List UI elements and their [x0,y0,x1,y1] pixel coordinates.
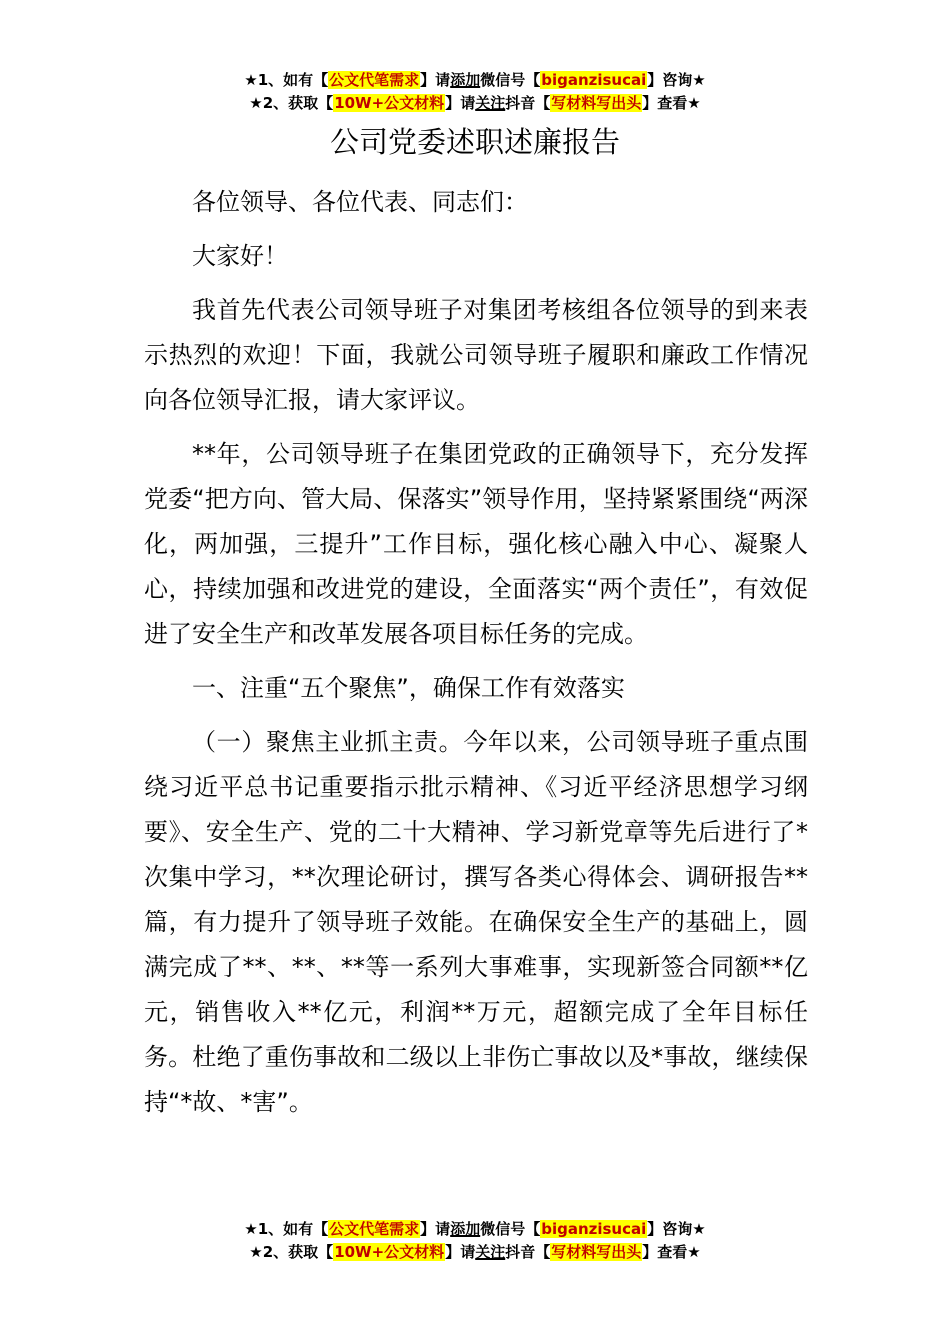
promo-highlight: 公文代笔需求 [329,1220,420,1238]
section-heading: 一、注重“五个聚焦”，确保工作有效落实 [192,674,625,702]
promo-text: 】咨询★ [647,1220,706,1238]
promo-underline: 添加 [450,1220,481,1238]
promo-text: 】查看★ [642,94,701,112]
promo-line-1 [0,1218,950,1241]
promo-highlight: 10W+公文材料 [334,94,445,112]
document-body [144,180,808,1134]
paragraph-intro: 我首先代表公司领导班子对集团考核组各位领导的到来表示热烈的欢迎！下面，我就公司领导班子履职和廉政工作情况向各位领导汇报，请大家评议。 [144,296,808,414]
paragraph-greeting: 大家好！ [192,242,288,270]
promo-text: 】请 [420,71,451,89]
promo-text: 抖音【 [505,1243,551,1261]
promo-text: ★1、如有【 [244,71,329,89]
promo-underline: 关注 [475,94,506,112]
promo-banner-bottom [0,1218,950,1264]
promo-highlight: biganzisucai [541,71,647,89]
document-title: 公司党委述职述廉报告 [329,125,620,159]
promo-underline: 添加 [450,71,481,89]
promo-underline: 关注 [475,1243,506,1261]
paragraph-subsection-1: （一）聚焦主业抓主责。今年以来，公司领导班子重点围绕习近平总书记重要指示批示精神、《习近平经济思想学习纲要》、安全生产、党的二十大精神、学习新党章等先后进行了*次集中学习，**次理论研讨，撰写各类心得体会、调研报告**篇，有力提升了领导班子效能。在确保安全生产的基础上，圆满完成了**、**、**等一系列大事难事，实现新签合同额**亿元，销售收入**亿元，利润**万元，超额完成了全年目标任务。杜绝了重伤事故和二级以上非伤亡事故以及*事故，继续保持“*故、*害”。 [144,728,808,1116]
promo-text: ★1、如有【 [244,1220,329,1238]
promo-highlight: 10W+公文材料 [334,1243,445,1261]
promo-text: ★2、获取【 [249,1243,334,1261]
promo-text: 】查看★ [642,1243,701,1261]
promo-banner-top [0,69,950,115]
promo-highlight: biganzisucai [541,1220,647,1238]
promo-text: 】请 [420,1220,451,1238]
promo-line-2 [0,92,950,115]
paragraph-overview: **年，公司领导班子在集团党政的正确领导下，充分发挥党委“把方向、管大局、保落实”领导作用，坚持紧紧围绕“两深化，两加强，三提升”工作目标，强化核心融入中心、凝聚人心，持续加强和改进党的建设，全面落实“两个责任”，有效促进了安全生产和改革发展各项目标任务的完成。 [144,440,808,648]
promo-text: 微信号【 [480,1220,541,1238]
promo-highlight: 写材料写出头 [551,1243,642,1261]
promo-text: 】请 [445,94,476,112]
promo-text: ★2、获取【 [249,94,334,112]
promo-highlight: 写材料写出头 [551,94,642,112]
promo-line-2 [0,1241,950,1264]
promo-text: 微信号【 [480,71,541,89]
promo-text: 】咨询★ [647,71,706,89]
promo-highlight: 公文代笔需求 [329,71,420,89]
promo-text: 抖音【 [505,94,551,112]
promo-text: 】请 [445,1243,476,1261]
paragraph-salutation: 各位领导、各位代表、同志们： [192,188,528,216]
promo-line-1 [0,69,950,92]
